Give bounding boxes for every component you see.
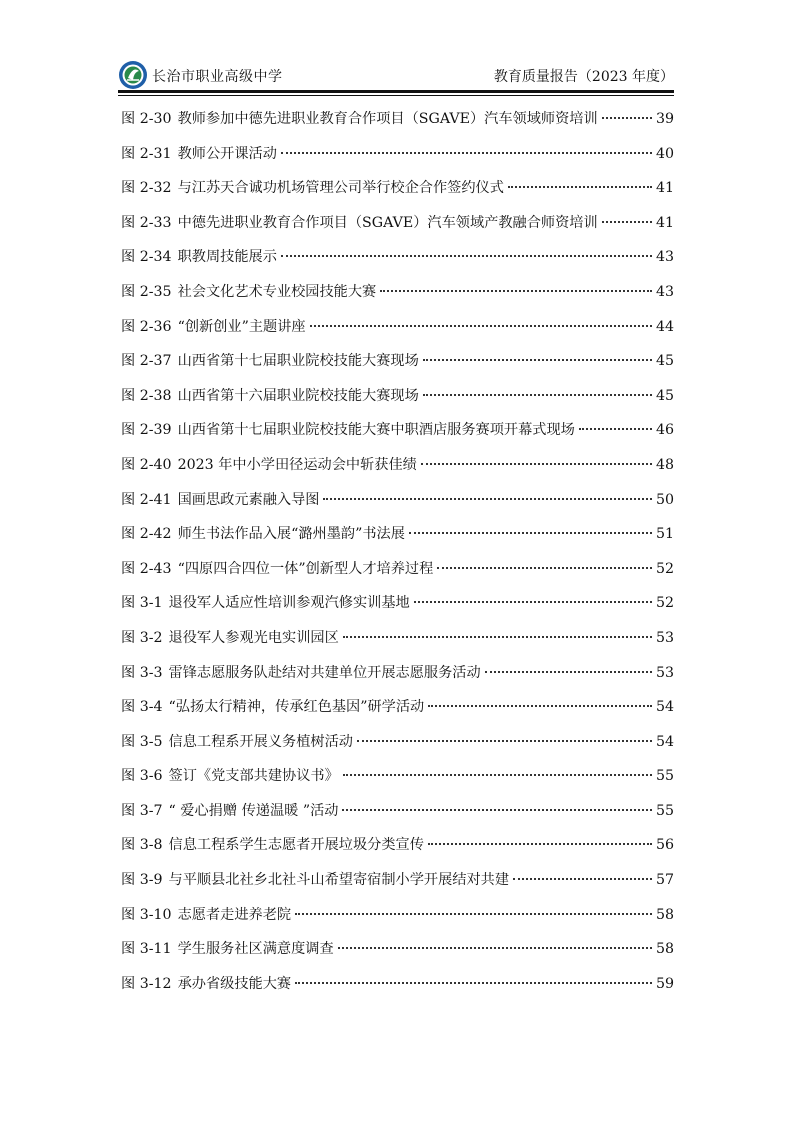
dot-leader — [295, 913, 652, 915]
figure-title: 信息工程系学生志愿者开展垃圾分类宣传 — [168, 837, 424, 854]
page-number: 48 — [655, 456, 674, 473]
figure-number: 图 2-43 — [121, 560, 172, 577]
figure-number: 图 3-7 — [121, 802, 163, 819]
figure-number: 图 2-30 — [121, 111, 172, 127]
page-number: 56 — [655, 837, 674, 854]
figure-number: 图 3-1 — [121, 595, 163, 612]
figure-number: 图 2-38 — [121, 387, 172, 404]
dot-leader — [437, 567, 652, 569]
figure-title: 退役军人参观光电实训园区 — [168, 629, 339, 646]
toc-entry[interactable] — [121, 904, 674, 939]
figure-number: 图 3-2 — [121, 629, 163, 646]
figure-number: 图 3-4 — [121, 699, 163, 716]
figure-number: 图 2-37 — [121, 353, 172, 370]
toc-entry[interactable] — [121, 419, 674, 454]
page-number: 52 — [655, 595, 674, 612]
dot-leader — [342, 809, 651, 811]
page-number: 53 — [655, 664, 674, 681]
toc-entry[interactable] — [121, 281, 674, 316]
toc-entry[interactable] — [121, 592, 674, 627]
dot-leader — [428, 843, 652, 845]
page-number: 55 — [655, 802, 674, 819]
dot-leader — [295, 982, 652, 984]
toc-entry[interactable] — [121, 454, 674, 489]
dot-leader — [357, 740, 652, 742]
toc-entry[interactable] — [121, 177, 674, 212]
dot-leader — [380, 290, 652, 292]
page-number: 52 — [655, 560, 674, 577]
dot-leader — [428, 705, 652, 707]
page-number: 54 — [655, 733, 674, 750]
figure-title: 山西省第十七届职业院校技能大赛现场 — [177, 353, 419, 370]
toc-entry[interactable] — [121, 938, 674, 973]
figure-title: 退役军人适应性培训参观汽修实训基地 — [168, 595, 410, 612]
page-number: 57 — [655, 872, 674, 889]
toc-entry[interactable] — [121, 108, 674, 143]
figure-title: 与平顺县北社乡北社斗山希望寄宿制小学开展结对共建 — [168, 872, 510, 889]
figure-title: 山西省第十七届职业院校技能大赛中职酒店服务赛项开幕式现场 — [177, 422, 575, 439]
dot-leader — [281, 255, 652, 257]
page-number: 51 — [655, 526, 674, 543]
figure-list — [121, 108, 674, 1007]
dot-leader — [281, 152, 652, 154]
toc-entry[interactable] — [121, 731, 674, 766]
dot-leader — [323, 498, 651, 500]
figure-title: 教师公开课活动 — [177, 145, 277, 162]
page-number: 45 — [655, 353, 674, 370]
report-title: 教育质量报告（2023 年度） — [493, 69, 674, 85]
figure-title: 社会文化艺术专业校园技能大赛 — [177, 283, 377, 300]
header-rule-thin — [118, 95, 674, 96]
page-number: 44 — [655, 318, 674, 335]
toc-entry[interactable] — [121, 316, 674, 351]
toc-entry[interactable] — [121, 143, 674, 178]
figure-title: 师生书法作品入展“潞州墨韵”书法展 — [177, 526, 405, 543]
figure-number: 图 3-6 — [121, 768, 163, 785]
figure-number: 图 3-12 — [121, 975, 172, 992]
toc-entry[interactable] — [121, 558, 674, 593]
page-number: 54 — [655, 699, 674, 716]
school-name: 长治市职业高级中学 — [152, 69, 283, 85]
figure-title: 2023 年中小学田径运动会中斩获佳绩 — [177, 456, 417, 473]
figure-title: 山西省第十六届职业院校技能大赛现场 — [177, 387, 419, 404]
dot-leader — [343, 636, 652, 638]
figure-title: 学生服务社区满意度调查 — [177, 941, 334, 958]
page-number: 58 — [655, 941, 674, 958]
figure-number: 图 2-32 — [121, 180, 172, 197]
figure-title: 教师参加中德先进职业教育合作项目（SGAVE）汽车领域师资培训 — [177, 111, 598, 127]
toc-entry[interactable] — [121, 212, 674, 247]
page-number: 45 — [655, 387, 674, 404]
page-number: 43 — [655, 249, 674, 266]
page-number: 50 — [655, 491, 674, 508]
toc-entry[interactable] — [121, 489, 674, 524]
figure-number: 图 2-33 — [121, 214, 172, 231]
page-number: 59 — [655, 975, 674, 992]
figure-number: 图 2-39 — [121, 422, 172, 439]
figure-title: “ 爱心捐赠 传递温暖 ”活动 — [168, 802, 339, 819]
dot-leader — [421, 463, 652, 465]
figure-number: 图 3-11 — [121, 941, 172, 958]
dot-leader — [485, 671, 652, 673]
dot-leader — [579, 428, 652, 430]
figure-number: 图 3-5 — [121, 733, 163, 750]
figure-title: 志愿者走进养老院 — [177, 906, 292, 923]
header-rule-thick — [118, 90, 674, 93]
toc-entry[interactable] — [121, 627, 674, 662]
figure-title: 雷锋志愿服务队赴结对共建单位开展志愿服务活动 — [168, 664, 481, 681]
toc-entry[interactable] — [121, 385, 674, 420]
dot-leader — [414, 601, 652, 603]
figure-title: 签订《党支部共建协议书》 — [168, 768, 339, 785]
page-number: 40 — [655, 145, 674, 162]
page-number: 53 — [655, 629, 674, 646]
toc-entry[interactable] — [121, 765, 674, 800]
page-number: 58 — [655, 906, 674, 923]
dot-leader — [602, 117, 652, 119]
toc-entry[interactable] — [121, 869, 674, 904]
toc-entry[interactable] — [121, 800, 674, 835]
page-number: 55 — [655, 768, 674, 785]
figure-number: 图 2-40 — [121, 456, 172, 473]
figure-number: 图 2-31 — [121, 145, 172, 162]
page-number: 41 — [655, 180, 674, 197]
figure-number: 图 3-3 — [121, 664, 163, 681]
dot-leader — [508, 186, 652, 188]
school-logo-icon — [118, 60, 148, 90]
dot-leader — [513, 878, 652, 880]
dot-leader — [343, 774, 652, 776]
page-number: 39 — [655, 111, 674, 127]
figure-title: 承办省级技能大赛 — [177, 975, 292, 992]
dot-leader — [310, 325, 652, 327]
figure-title: “创新创业”主题讲座 — [177, 318, 306, 335]
dot-leader — [423, 359, 652, 361]
toc-entry[interactable] — [121, 523, 674, 558]
dot-leader — [602, 221, 652, 223]
page-number: 43 — [655, 283, 674, 300]
toc-entry[interactable] — [121, 834, 674, 869]
page-header — [118, 58, 674, 88]
figure-number: 图 3-9 — [121, 872, 163, 889]
figure-number: 图 2-41 — [121, 491, 172, 508]
figure-number: 图 2-42 — [121, 526, 172, 543]
figure-number: 图 2-35 — [121, 283, 172, 300]
toc-entry[interactable] — [121, 973, 674, 1008]
page-number: 41 — [655, 214, 674, 231]
dot-leader — [338, 947, 652, 949]
figure-number: 图 3-10 — [121, 906, 172, 923]
figure-title: “四原四合四位一体”创新型人才培养过程 — [177, 560, 434, 577]
figure-title: “弘扬太行精神，传承红色基因”研学活动 — [168, 699, 425, 716]
figure-number: 图 2-34 — [121, 249, 172, 266]
figure-title: 中德先进职业教育合作项目（SGAVE）汽车领域产教融合师资培训 — [177, 214, 598, 231]
figure-number: 图 3-8 — [121, 837, 163, 854]
toc-entry[interactable] — [121, 246, 674, 281]
figure-number: 图 2-36 — [121, 318, 172, 335]
page-number: 46 — [655, 422, 674, 439]
dot-leader — [409, 532, 652, 534]
figure-title: 信息工程系开展义务植树活动 — [168, 733, 353, 750]
figure-title: 与江苏天合诚功机场管理公司举行校企合作签约仪式 — [177, 180, 504, 197]
toc-entry[interactable] — [121, 696, 674, 731]
figure-title: 国画思政元素融入导图 — [177, 491, 320, 508]
toc-entry[interactable] — [121, 662, 674, 697]
toc-entry[interactable] — [121, 350, 674, 385]
dot-leader — [423, 394, 652, 396]
figure-title: 职教周技能展示 — [177, 249, 277, 266]
